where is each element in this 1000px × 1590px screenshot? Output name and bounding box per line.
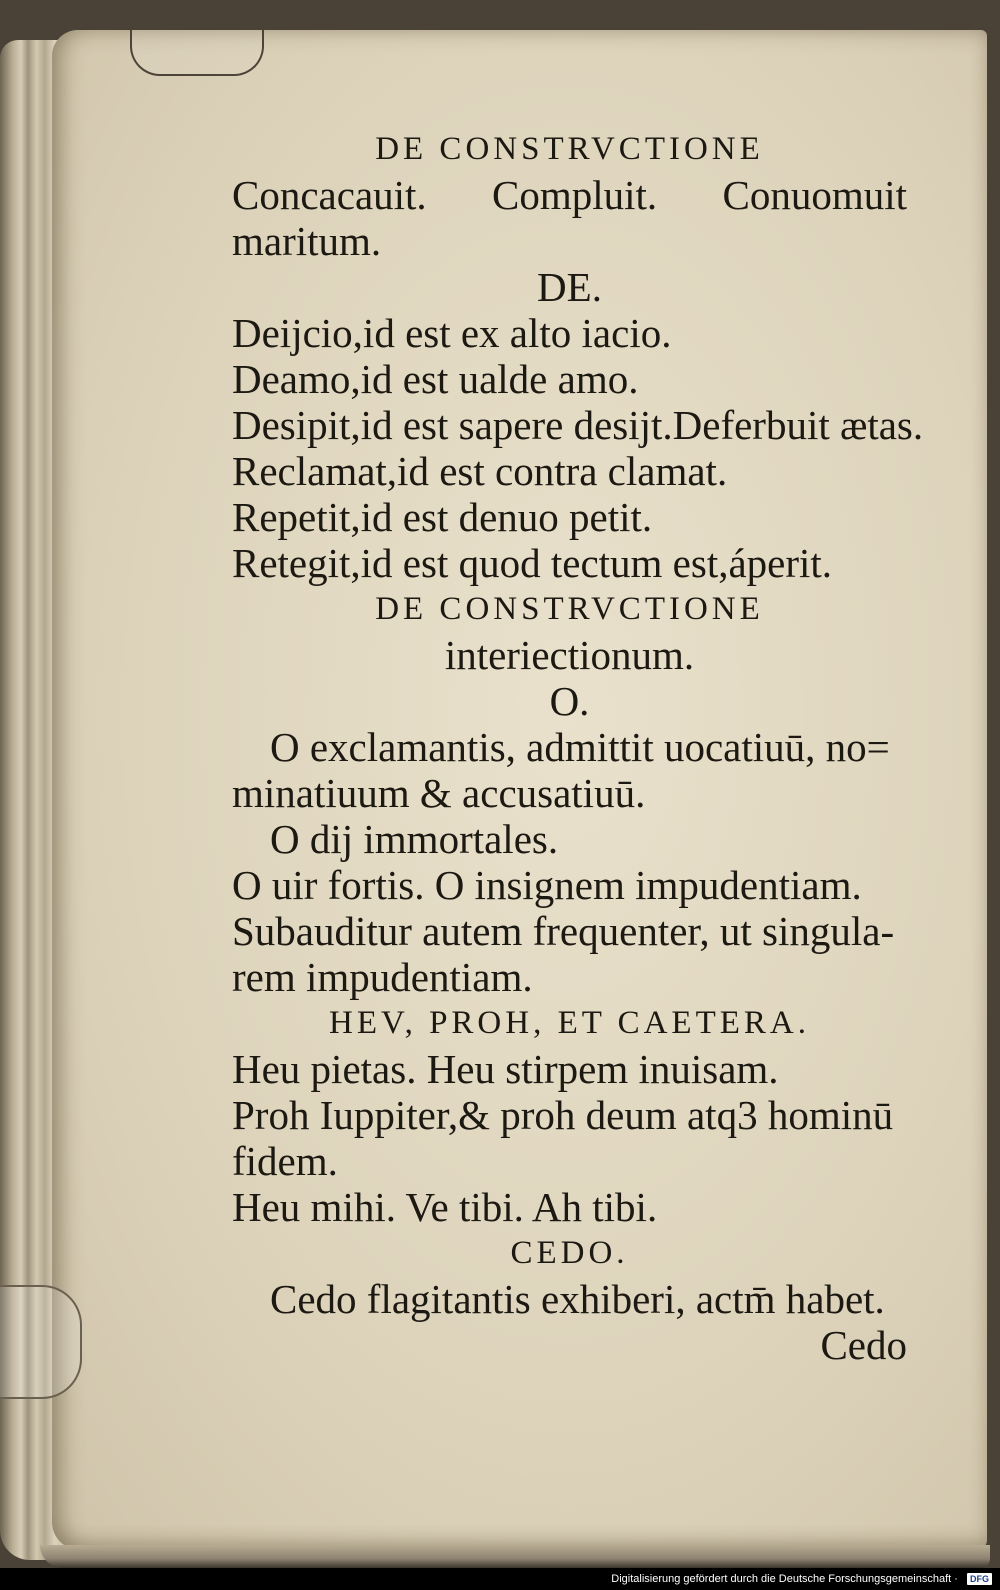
word: Compluit. xyxy=(491,172,658,218)
word: Conuomuit xyxy=(722,172,907,218)
text-line: Proh Iuppiter,& proh deum atq3 hominū xyxy=(232,1092,894,1138)
section-heading: DE. xyxy=(537,264,602,310)
text-line: fidem. xyxy=(232,1138,338,1184)
section-heading: HEV, PROH, ET CAETERA. xyxy=(329,1005,810,1041)
section-heading: interiectionum. xyxy=(444,632,695,678)
catchword: Cedo xyxy=(820,1322,907,1368)
text-line: Deijcio,id est ex alto iacio. xyxy=(232,310,672,356)
text-line: Heu pietas. Heu stirpem inuisam. xyxy=(232,1046,779,1092)
page-text xyxy=(232,126,924,1368)
text-line xyxy=(232,172,907,218)
word: Concacauit. xyxy=(232,172,427,218)
text-line: Reclamat,id est contra clamat. xyxy=(232,448,728,494)
text-line: Deamo,id est ualde amo. xyxy=(232,356,639,402)
running-header: DE CONSTRVCTIONE xyxy=(375,131,764,167)
text-line: O dij immortales. xyxy=(270,816,559,862)
section-heading: CEDO. xyxy=(510,1235,629,1271)
text-line: Desipit,id est sapere desijt.Deferbuit ætas. xyxy=(232,402,924,448)
text-line: Repetit,id est denuo petit. xyxy=(232,494,653,540)
text-line: O exclamantis, admittit uocatiuū, no= xyxy=(270,724,890,770)
text-line: rem impudentiam. xyxy=(232,954,533,1000)
text-line: Retegit,id est quod tectum est,áperit. xyxy=(232,540,833,586)
text-line: O uir fortis. O insignem impudentiam. xyxy=(232,862,862,908)
text-line: minatiuum & accusatiuū. xyxy=(232,770,646,816)
text-line: Heu mihi. Ve tibi. Ah tibi. xyxy=(232,1184,658,1230)
text-line: maritum. xyxy=(232,218,382,264)
dfg-logo-icon: DFG xyxy=(967,1573,992,1585)
text-line: Cedo flagitantis exhiberi, actm̄ habet. xyxy=(270,1276,885,1322)
text-line: Subauditur autem frequenter, ut singula- xyxy=(232,908,895,954)
top-clip xyxy=(130,30,264,76)
section-heading: DE CONSTRVCTIONE xyxy=(375,591,764,627)
digitization-footer xyxy=(0,1568,1000,1590)
left-clip xyxy=(0,1285,82,1399)
section-heading: O. xyxy=(549,678,590,724)
footer-text: Digitalisierung gefördert durch die Deutsche Forschungsgemeinschaft · xyxy=(611,1573,958,1586)
bottom-page-edge xyxy=(40,1545,990,1568)
